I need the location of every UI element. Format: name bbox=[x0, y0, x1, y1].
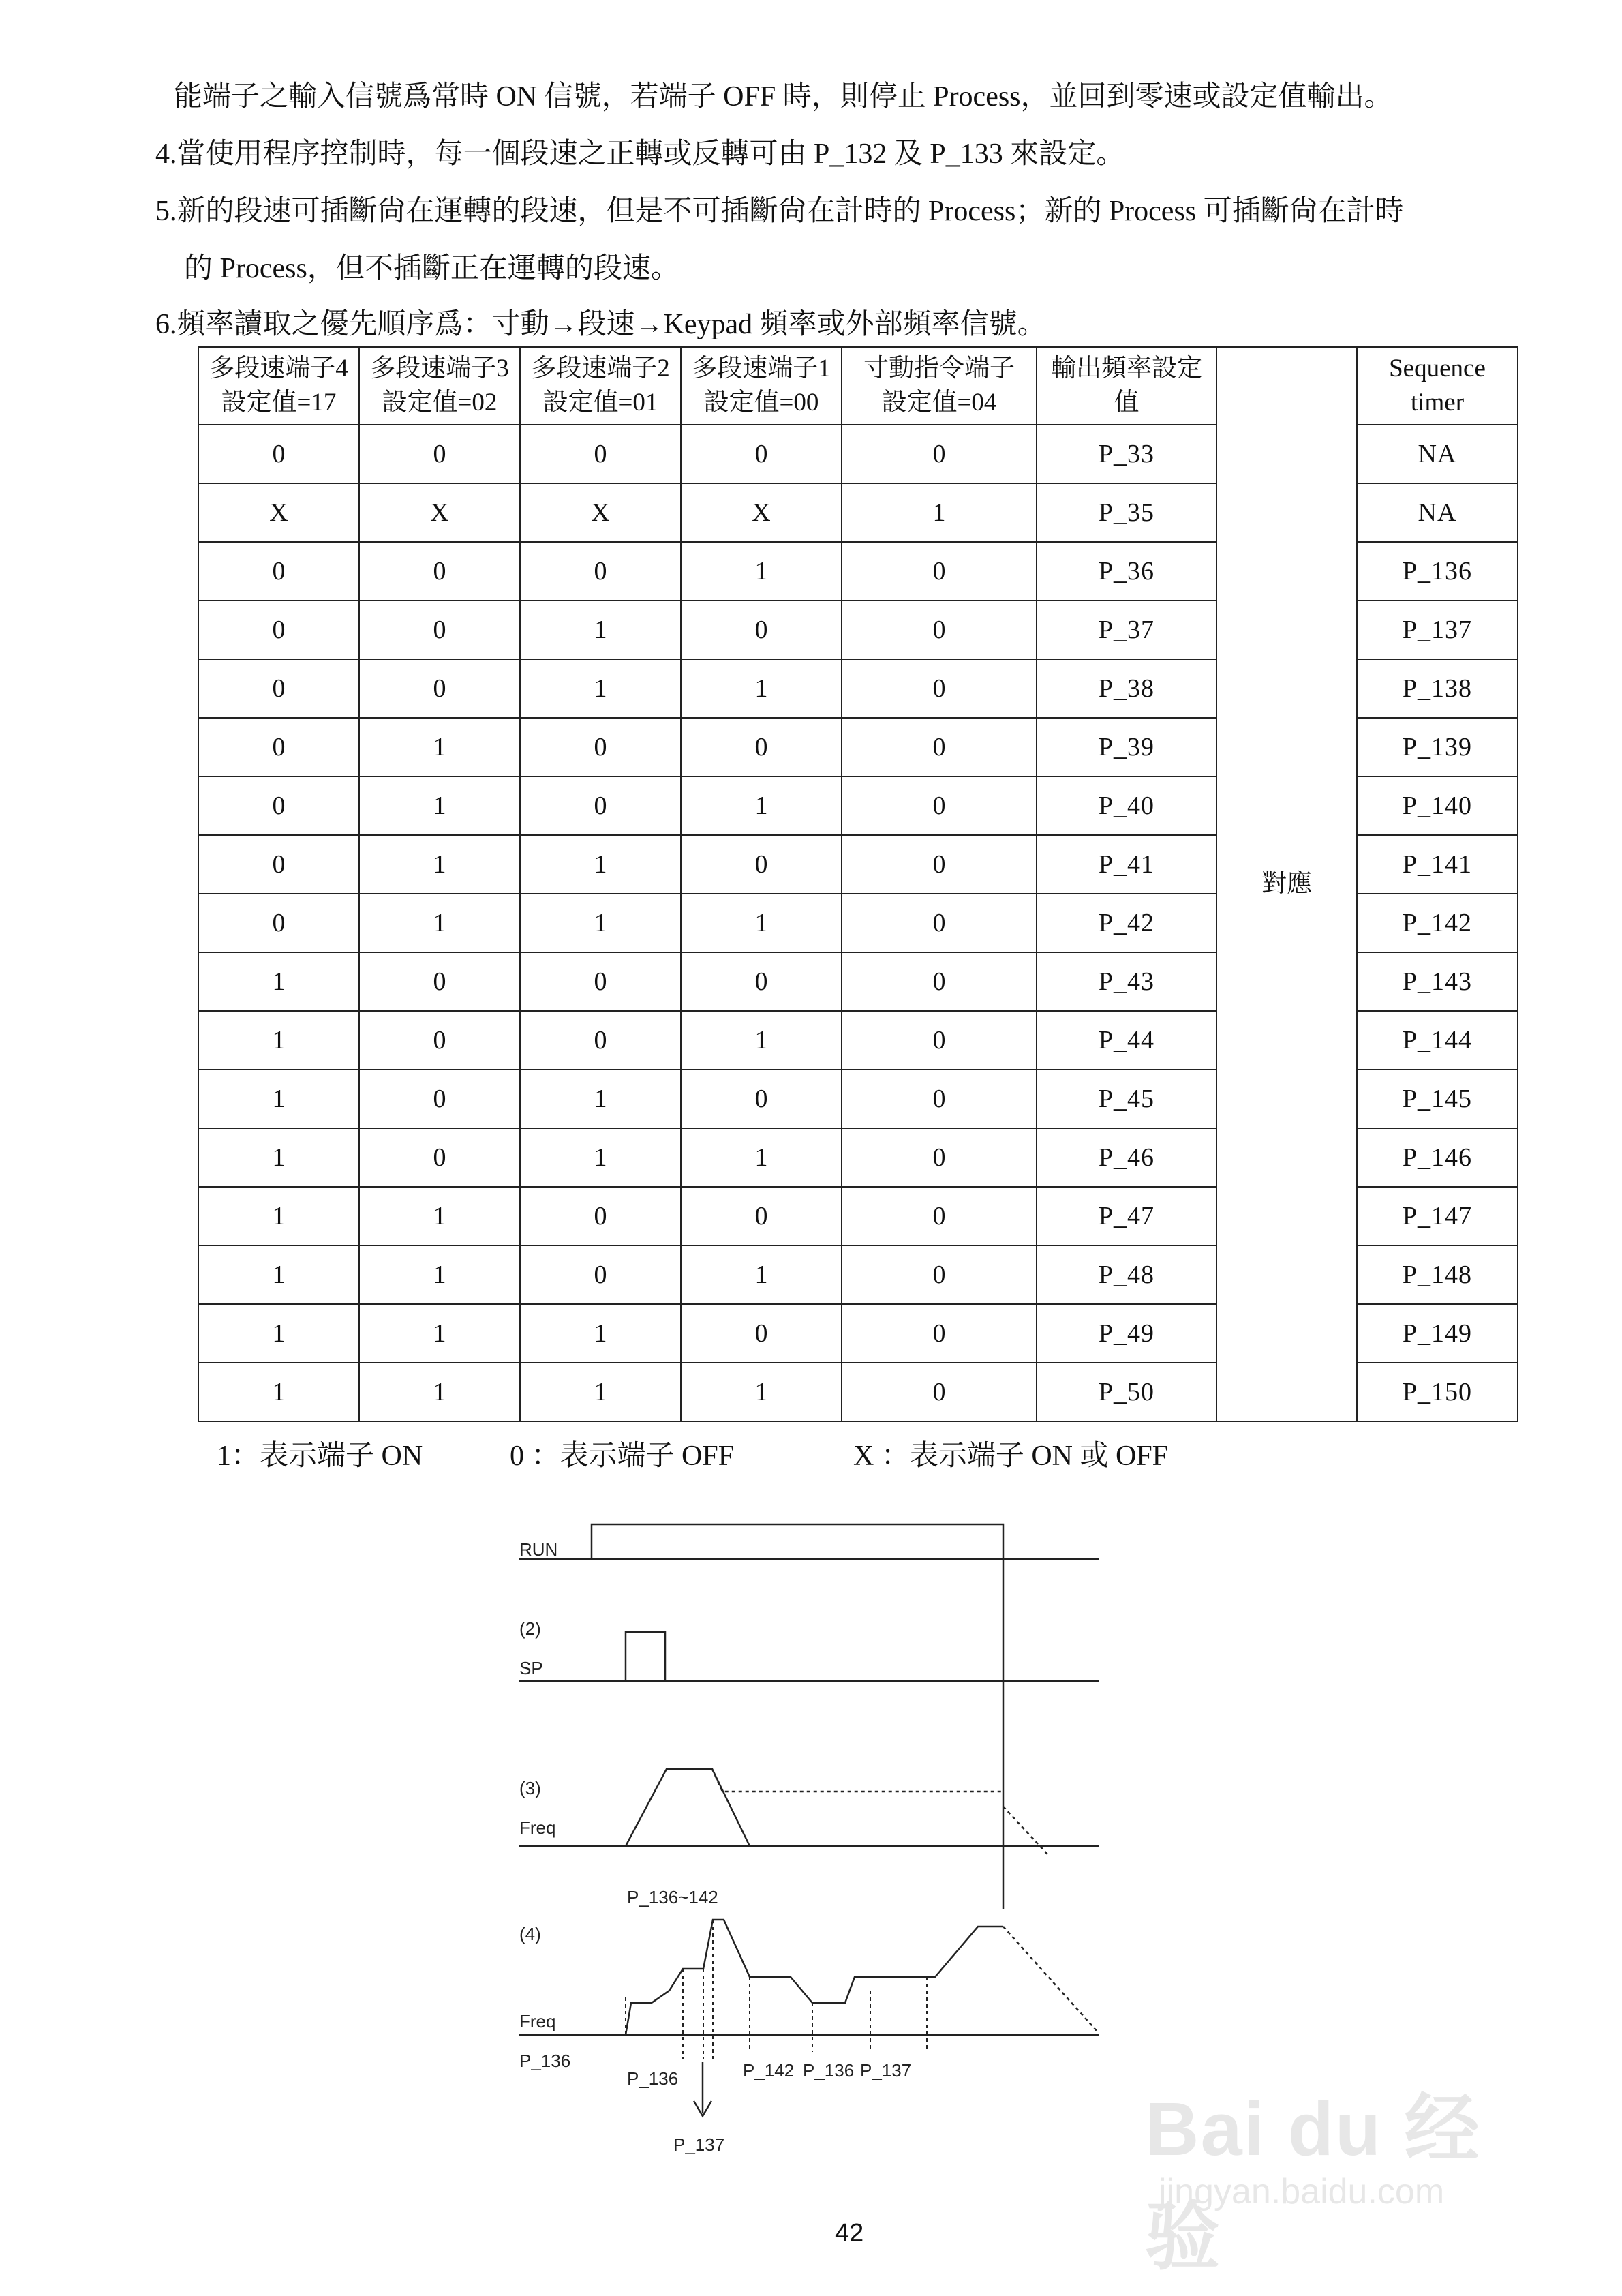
terminal-state-cell: 1 bbox=[520, 894, 681, 952]
terminal-state-cell: 1 bbox=[198, 1011, 359, 1070]
terminal-state-cell: 1 bbox=[198, 1128, 359, 1187]
legend-off: 0 ：表示端子 OFF bbox=[510, 1440, 735, 1472]
terminal-state-cell: 0 bbox=[681, 952, 842, 1011]
paragraph-line-1: 能端子之輸入信號爲常時 ON 信號，若端子 OFF 時，則停止 Process，並回到零速或設定值輸出。 bbox=[174, 81, 1393, 112]
terminal-state-cell: 1 bbox=[359, 1363, 520, 1421]
terminal-state-cell: 0 bbox=[520, 952, 681, 1011]
output-freq-cell: P_46 bbox=[1037, 1128, 1216, 1187]
table-header-row bbox=[198, 347, 1518, 425]
terminal-state-cell: 0 bbox=[520, 425, 681, 483]
header-cell-terminal3: 多段速端子3 設定值=02 bbox=[359, 347, 520, 425]
terminal-state-cell: 0 bbox=[681, 1304, 842, 1363]
sequence-timer-cell: P_138 bbox=[1357, 659, 1518, 718]
paragraph-line-5: 6.頻率讀取之優先順序爲：寸動→段速→Keypad 頻率或外部頻率信號。 bbox=[155, 309, 1046, 340]
terminal-state-cell: 1 bbox=[359, 1187, 520, 1245]
terminal-state-cell: 1 bbox=[520, 601, 681, 659]
legend bbox=[217, 1437, 1168, 1475]
label-freq3: Freq bbox=[519, 1817, 556, 1838]
label-freq4-number: (4) bbox=[519, 1924, 541, 1944]
label-range: P_136~142 bbox=[627, 1887, 718, 1907]
terminal-state-cell: 1 bbox=[359, 835, 520, 894]
label-p142: P_142 bbox=[743, 2060, 795, 2081]
output-freq-cell: P_50 bbox=[1037, 1363, 1216, 1421]
terminal-state-cell: 1 bbox=[198, 1304, 359, 1363]
terminal-state-cell: 0 bbox=[681, 1187, 842, 1245]
output-freq-cell: P_42 bbox=[1037, 894, 1216, 952]
sequence-timer-cell: P_147 bbox=[1357, 1187, 1518, 1245]
terminal-state-cell: 0 bbox=[359, 1011, 520, 1070]
terminal-state-cell: 1 bbox=[520, 1128, 681, 1187]
terminal-state-cell: 0 bbox=[520, 718, 681, 776]
terminal-state-cell: 1 bbox=[359, 1245, 520, 1304]
output-freq-cell: P_45 bbox=[1037, 1070, 1216, 1128]
terminal-state-cell: 0 bbox=[520, 776, 681, 835]
terminal-state-cell: 0 bbox=[359, 425, 520, 483]
header-cell-sequence-timer: Sequence timer bbox=[1357, 347, 1518, 425]
sequence-timer-cell: P_144 bbox=[1357, 1011, 1518, 1070]
header-cell-jog: 寸動指令端子 設定值=04 bbox=[842, 347, 1037, 425]
terminal-state-cell: 0 bbox=[681, 601, 842, 659]
terminal-state-cell: 1 bbox=[520, 835, 681, 894]
terminal-state-cell: 1 bbox=[359, 894, 520, 952]
terminal-state-cell: 1 bbox=[681, 1128, 842, 1187]
label-p136-left: P_136 bbox=[519, 2051, 571, 2071]
terminal-state-cell: 1 bbox=[842, 483, 1037, 542]
sequence-timer-cell: P_139 bbox=[1357, 718, 1518, 776]
terminal-state-cell: 1 bbox=[681, 659, 842, 718]
terminal-state-cell: 0 bbox=[198, 835, 359, 894]
terminal-state-cell: X bbox=[520, 483, 681, 542]
label-p136-a: P_136 bbox=[627, 2068, 679, 2089]
output-freq-cell: P_47 bbox=[1037, 1187, 1216, 1245]
terminal-state-cell: 0 bbox=[842, 718, 1037, 776]
output-freq-cell: P_49 bbox=[1037, 1304, 1216, 1363]
terminal-state-cell: 1 bbox=[681, 776, 842, 835]
terminal-state-cell: 0 bbox=[198, 894, 359, 952]
terminal-state-cell: 0 bbox=[198, 659, 359, 718]
terminal-state-cell: 0 bbox=[359, 1128, 520, 1187]
terminal-state-cell: 1 bbox=[198, 952, 359, 1011]
terminal-state-cell: 0 bbox=[842, 894, 1037, 952]
terminal-state-cell: 0 bbox=[520, 1011, 681, 1070]
terminal-state-cell: 1 bbox=[681, 1011, 842, 1070]
sequence-timer-cell: P_136 bbox=[1357, 542, 1518, 601]
terminal-state-cell: 0 bbox=[842, 659, 1037, 718]
output-freq-cell: P_38 bbox=[1037, 659, 1216, 718]
watermark-brand: Bai du 经验 bbox=[1145, 2087, 1481, 2279]
terminal-state-cell: 0 bbox=[842, 1187, 1037, 1245]
terminal-state-cell: 1 bbox=[681, 894, 842, 952]
header-cell-output-freq: 輸出頻率設定 值 bbox=[1037, 347, 1216, 425]
terminal-state-cell: 1 bbox=[520, 1363, 681, 1421]
output-freq-cell: P_43 bbox=[1037, 952, 1216, 1011]
terminal-state-cell: 1 bbox=[681, 1245, 842, 1304]
terminal-state-cell: 0 bbox=[198, 601, 359, 659]
label-freq3-number: (3) bbox=[519, 1778, 541, 1798]
terminal-state-cell: 0 bbox=[842, 1070, 1037, 1128]
terminal-state-cell: 1 bbox=[198, 1245, 359, 1304]
terminal-state-cell: 0 bbox=[520, 1245, 681, 1304]
terminal-state-cell: 0 bbox=[198, 425, 359, 483]
correspond-label: 對應 bbox=[1261, 870, 1312, 898]
sequence-timer-cell: P_149 bbox=[1357, 1304, 1518, 1363]
terminal-state-cell: 0 bbox=[842, 1128, 1037, 1187]
terminal-state-cell: 1 bbox=[520, 1304, 681, 1363]
terminal-state-cell: 1 bbox=[198, 1363, 359, 1421]
output-freq-cell: P_33 bbox=[1037, 425, 1216, 483]
header-cell-terminal4: 多段速端子4 設定值=17 bbox=[198, 347, 359, 425]
header-cell-correspond bbox=[1216, 347, 1357, 1421]
terminal-state-cell: 0 bbox=[681, 1070, 842, 1128]
label-p137-down: P_137 bbox=[673, 2134, 725, 2155]
terminal-state-cell: 0 bbox=[359, 1070, 520, 1128]
terminal-state-cell: 0 bbox=[842, 1304, 1037, 1363]
sequence-timer-cell: P_150 bbox=[1357, 1363, 1518, 1421]
legend-any: X ：表示端子 ON 或 OFF bbox=[853, 1440, 1169, 1472]
terminal-state-cell: 0 bbox=[359, 952, 520, 1011]
terminal-state-cell: 0 bbox=[198, 776, 359, 835]
terminal-state-cell: 0 bbox=[359, 659, 520, 718]
terminal-state-cell: 0 bbox=[681, 425, 842, 483]
terminal-state-cell: 0 bbox=[842, 425, 1037, 483]
terminal-state-cell: 0 bbox=[842, 835, 1037, 894]
terminal-state-cell: 1 bbox=[520, 659, 681, 718]
terminal-state-cell: 0 bbox=[842, 776, 1037, 835]
timing-diagram bbox=[504, 1513, 1118, 2168]
terminal-state-cell: X bbox=[681, 483, 842, 542]
baidu-watermark bbox=[1145, 2069, 1527, 2279]
sequence-timer-cell: P_142 bbox=[1357, 894, 1518, 952]
sequence-timer-cell: P_137 bbox=[1357, 601, 1518, 659]
terminal-state-cell: 0 bbox=[842, 952, 1037, 1011]
terminal-state-cell: 1 bbox=[359, 1304, 520, 1363]
terminal-state-cell: X bbox=[198, 483, 359, 542]
terminal-state-cell: 1 bbox=[520, 1070, 681, 1128]
output-freq-cell: P_37 bbox=[1037, 601, 1216, 659]
sequence-timer-cell: NA bbox=[1357, 483, 1518, 542]
label-p137: P_137 bbox=[860, 2060, 912, 2081]
terminal-state-cell: 0 bbox=[842, 1011, 1037, 1070]
terminal-state-cell: 0 bbox=[842, 1363, 1037, 1421]
output-freq-cell: P_48 bbox=[1037, 1245, 1216, 1304]
label-sp: SP bbox=[519, 1658, 543, 1678]
legend-on: 1：表示端子 ON bbox=[217, 1440, 423, 1472]
output-freq-cell: P_36 bbox=[1037, 542, 1216, 601]
terminal-state-cell: 0 bbox=[842, 1245, 1037, 1304]
terminal-state-cell: X bbox=[359, 483, 520, 542]
paragraph-line-3: 5.新的段速可插斷尙在運轉的段速，但是不可插斷尙在計時的 Process；新的 Process 可插斷尙在計時 bbox=[155, 196, 1404, 227]
output-freq-cell: P_41 bbox=[1037, 835, 1216, 894]
sequence-timer-cell: P_140 bbox=[1357, 776, 1518, 835]
terminal-state-cell: 0 bbox=[842, 542, 1037, 601]
terminal-state-cell: 0 bbox=[359, 542, 520, 601]
terminal-state-cell: 1 bbox=[359, 718, 520, 776]
output-freq-cell: P_35 bbox=[1037, 483, 1216, 542]
terminal-state-cell: 0 bbox=[198, 718, 359, 776]
watermark-url: jingyan.baidu.com bbox=[1159, 2172, 1445, 2211]
terminal-state-cell: 0 bbox=[520, 542, 681, 601]
page-number: 42 bbox=[835, 2219, 864, 2248]
terminal-state-cell: 0 bbox=[842, 601, 1037, 659]
terminal-state-cell: 0 bbox=[681, 835, 842, 894]
multi-speed-table bbox=[198, 346, 1518, 1422]
sequence-timer-cell: P_145 bbox=[1357, 1070, 1518, 1128]
label-run: RUN bbox=[519, 1539, 558, 1560]
terminal-state-cell: 1 bbox=[198, 1187, 359, 1245]
output-freq-cell: P_39 bbox=[1037, 718, 1216, 776]
sequence-timer-cell: P_141 bbox=[1357, 835, 1518, 894]
terminal-state-cell: 0 bbox=[681, 718, 842, 776]
terminal-state-cell: 0 bbox=[198, 542, 359, 601]
sequence-timer-cell: P_143 bbox=[1357, 952, 1518, 1011]
terminal-state-cell: 0 bbox=[359, 601, 520, 659]
header-cell-terminal1: 多段速端子1 設定值=00 bbox=[681, 347, 842, 425]
terminal-state-cell: 0 bbox=[520, 1187, 681, 1245]
terminal-state-cell: 1 bbox=[198, 1070, 359, 1128]
paragraph-line-2: 4.當使用程序控制時，每一個段速之正轉或反轉可由 P_132 及 P_133 來設定。 bbox=[155, 138, 1125, 170]
sequence-timer-cell: P_148 bbox=[1357, 1245, 1518, 1304]
terminal-state-cell: 1 bbox=[681, 542, 842, 601]
paragraph-line-4: 的 Process，但不插斷正在運轉的段速。 bbox=[184, 253, 679, 284]
sequence-timer-cell: P_146 bbox=[1357, 1128, 1518, 1187]
label-sp-number: (2) bbox=[519, 1618, 541, 1639]
output-freq-cell: P_40 bbox=[1037, 776, 1216, 835]
header-cell-terminal2: 多段速端子2 設定值=01 bbox=[520, 347, 681, 425]
output-freq-cell: P_44 bbox=[1037, 1011, 1216, 1070]
label-p136-b: P_136 bbox=[803, 2060, 855, 2081]
terminal-state-cell: 1 bbox=[681, 1363, 842, 1421]
terminal-state-cell: 1 bbox=[359, 776, 520, 835]
label-freq4: Freq bbox=[519, 2011, 556, 2031]
sequence-timer-cell: NA bbox=[1357, 425, 1518, 483]
